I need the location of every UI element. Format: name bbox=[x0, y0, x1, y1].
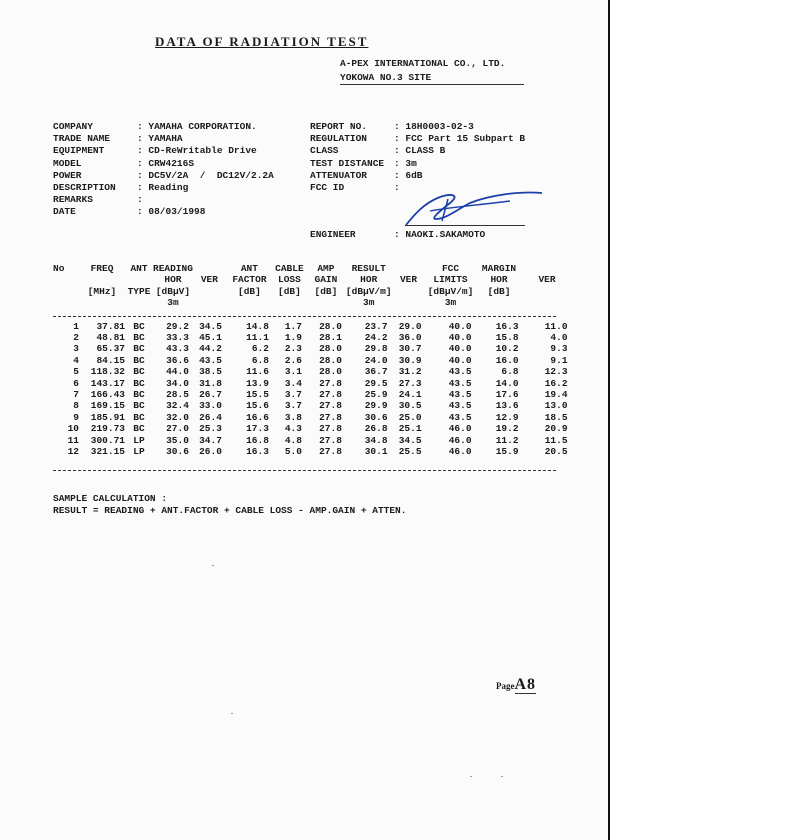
table-cell: 36.0 bbox=[398, 332, 422, 344]
table-cell: 185.91 bbox=[90, 411, 125, 423]
table-row bbox=[53, 400, 572, 411]
info-row: POWER : DC5V/2A / DC12V/2.2A bbox=[53, 169, 274, 181]
info-label: TEST DISTANCE bbox=[310, 157, 385, 169]
table-cell: 43.5 bbox=[448, 389, 472, 401]
header-cell bbox=[53, 274, 79, 285]
table-cell: 31.8 bbox=[199, 377, 222, 389]
table-cell: 46.0 bbox=[448, 434, 472, 446]
table-cell: 30.9 bbox=[398, 354, 422, 366]
table-cell: 34.5 bbox=[199, 320, 222, 332]
table-cell: BC bbox=[133, 332, 145, 344]
table-cell: 43.5 bbox=[448, 411, 472, 423]
table-cell: 8 bbox=[73, 400, 79, 412]
info-value: DC5V/2A / DC12V/2.2A bbox=[148, 169, 274, 181]
table-cell: 25.3 bbox=[199, 423, 222, 435]
info-value: CD-ReWritable Drive bbox=[148, 145, 257, 157]
header-cell: LIMITS bbox=[433, 274, 468, 286]
header-cell bbox=[392, 297, 426, 308]
table-cell: 44.2 bbox=[199, 343, 222, 355]
info-row: MODEL : CRW4216S bbox=[53, 157, 195, 169]
info-label: REMARKS bbox=[53, 194, 93, 206]
header-cell: VER bbox=[538, 274, 556, 286]
info-label: TRADE NAME bbox=[53, 133, 111, 145]
table-header-row bbox=[53, 263, 572, 274]
table-row bbox=[53, 446, 572, 457]
table-cell: 2 bbox=[73, 332, 79, 344]
table-cell: 16.2 bbox=[544, 377, 568, 389]
table-cell: 65.37 bbox=[96, 343, 125, 355]
header-cell: FCC bbox=[441, 263, 460, 274]
info-row: DATE : 08/03/1998 bbox=[53, 206, 206, 218]
table-cell: 12.9 bbox=[495, 411, 519, 423]
sample-calculation bbox=[53, 493, 406, 517]
table-cell: 10.2 bbox=[495, 343, 519, 355]
info-value: 08/03/1998 bbox=[148, 206, 206, 218]
table-cell: 84.15 bbox=[96, 354, 125, 366]
table-cell: 30.7 bbox=[398, 343, 422, 355]
table-cell: 27.8 bbox=[319, 389, 342, 401]
table-cell: 166.43 bbox=[90, 389, 125, 401]
table-cell: 14.0 bbox=[495, 377, 519, 389]
info-label: FCC ID bbox=[310, 182, 345, 194]
left-info-block bbox=[53, 121, 274, 219]
info-row: REMARKS : bbox=[53, 194, 149, 206]
sample-heading: SAMPLE CALCULATION : bbox=[53, 493, 168, 504]
table-cell: 321.15 bbox=[90, 446, 125, 458]
info-label: DATE bbox=[53, 206, 76, 218]
table-cell: 11.2 bbox=[495, 434, 519, 446]
table-cell: 3.1 bbox=[284, 366, 302, 378]
scan-speck bbox=[501, 776, 503, 777]
table-row bbox=[53, 412, 572, 423]
table-cell: 9 bbox=[73, 411, 79, 423]
table-cell: 15.5 bbox=[246, 389, 269, 401]
table-cell: 12 bbox=[67, 446, 79, 458]
table-cell: 29.5 bbox=[364, 377, 388, 389]
table-cell: 43.5 bbox=[448, 366, 472, 378]
table-cell: 25.1 bbox=[398, 423, 422, 435]
table-cell: 27.8 bbox=[319, 411, 342, 423]
table-cell: 33.0 bbox=[199, 400, 222, 412]
table-cell: 14.8 bbox=[246, 320, 269, 332]
lab-name: A-PEX INTERNATIONAL CO., LTD. bbox=[340, 58, 506, 69]
table-bottom-rule bbox=[53, 470, 556, 471]
table-row bbox=[53, 389, 572, 400]
info-label: EQUIPMENT bbox=[53, 145, 105, 157]
table-cell: LP bbox=[133, 446, 145, 458]
info-row: EQUIPMENT : CD-ReWritable Drive bbox=[53, 145, 257, 157]
engineer-label: ENGINEER bbox=[310, 229, 356, 240]
info-label: DESCRIPTION bbox=[53, 182, 116, 194]
header-cell: FACTOR bbox=[232, 274, 267, 286]
info-label: ATTENUATOR bbox=[310, 169, 368, 181]
header-cell: [dB] bbox=[487, 285, 511, 297]
header-cell: ANT bbox=[130, 263, 148, 274]
table-cell: BC bbox=[133, 389, 145, 401]
header-cell bbox=[523, 297, 572, 308]
table-cell: 30.6 bbox=[364, 411, 388, 423]
page-label: Page bbox=[496, 681, 515, 691]
info-value: 3m bbox=[405, 157, 417, 169]
table-cell: 40.0 bbox=[448, 332, 472, 344]
table-cell: 28.5 bbox=[166, 389, 189, 401]
info-label: CLASS bbox=[310, 145, 339, 157]
table-cell: BC bbox=[133, 423, 145, 435]
header-cell bbox=[193, 263, 226, 274]
table-cell: 32.0 bbox=[166, 411, 189, 423]
table-row bbox=[53, 332, 572, 343]
table-cell: 20.5 bbox=[544, 446, 568, 458]
scan-speck bbox=[231, 713, 233, 714]
table-cell: 11.0 bbox=[544, 320, 568, 332]
info-value: YAMAHA CORPORATION. bbox=[148, 121, 257, 132]
table-cell: 5.0 bbox=[284, 446, 302, 458]
table-cell: 3.8 bbox=[284, 411, 302, 423]
table-cell: 13.9 bbox=[246, 377, 269, 389]
table-cell: 7 bbox=[73, 389, 79, 401]
header-cell: VER bbox=[200, 274, 218, 286]
right-info-block bbox=[310, 121, 525, 194]
header-cell bbox=[273, 297, 306, 308]
table-cell: 4.8 bbox=[284, 434, 302, 446]
info-value: 6dB bbox=[405, 169, 423, 181]
table-cell: 9.1 bbox=[550, 354, 568, 366]
info-row: TEST DISTANCE : 3m bbox=[310, 157, 417, 169]
table-row bbox=[53, 435, 572, 446]
header-cell: [dBμV] bbox=[155, 285, 191, 297]
info-label: MODEL bbox=[53, 157, 82, 169]
table-cell: 143.17 bbox=[90, 377, 125, 389]
header-cell: [dB] bbox=[238, 285, 261, 297]
table-cell: 29.8 bbox=[364, 343, 388, 355]
info-row: CLASS : CLASS B bbox=[310, 145, 446, 157]
table-cell: 15.6 bbox=[246, 400, 269, 412]
header-cell bbox=[79, 297, 125, 308]
table-cell: 16.3 bbox=[246, 446, 269, 458]
info-label: REGULATION bbox=[310, 133, 368, 145]
table-cell: 3.7 bbox=[284, 389, 302, 401]
table-cell: 38.5 bbox=[199, 366, 222, 378]
table-cell: 29.0 bbox=[398, 320, 422, 332]
header-cell bbox=[53, 297, 79, 308]
table-cell: 28.1 bbox=[319, 332, 342, 344]
table-cell: 3 bbox=[73, 343, 79, 355]
table-cell: 9.3 bbox=[550, 343, 568, 355]
table-cell: 300.71 bbox=[90, 434, 125, 446]
header-cell: 3m bbox=[167, 297, 179, 309]
table-header-row bbox=[53, 274, 572, 285]
table-cell: 34.5 bbox=[398, 434, 422, 446]
table-cell: 1.7 bbox=[284, 320, 302, 332]
table-cell: 34.7 bbox=[199, 434, 222, 446]
header-cell: FREQ bbox=[90, 263, 114, 274]
header-cell: TYPE bbox=[127, 285, 151, 297]
header-cell bbox=[193, 297, 226, 308]
header-cell bbox=[226, 297, 273, 308]
table-cell: 23.7 bbox=[364, 320, 388, 332]
document-title: DATA OF RADIATION TEST bbox=[155, 34, 369, 49]
table-cell: 118.32 bbox=[90, 366, 125, 378]
signature-line bbox=[405, 225, 525, 226]
table-cell: 24.0 bbox=[364, 354, 388, 366]
table-cell: BC bbox=[133, 400, 145, 412]
table-header-row bbox=[53, 297, 572, 308]
scan-speck bbox=[212, 565, 214, 566]
table-cell: 15.8 bbox=[495, 332, 519, 344]
info-label: REPORT NO. bbox=[310, 121, 368, 132]
info-value: 18H0003-02-3 bbox=[405, 121, 474, 132]
header-cell: [MHz] bbox=[87, 285, 117, 297]
table-row bbox=[53, 343, 572, 354]
info-value: CLASS B bbox=[405, 145, 446, 157]
header-cell bbox=[523, 263, 572, 274]
table-cell: 25.9 bbox=[364, 389, 388, 401]
table-cell: 45.1 bbox=[199, 332, 222, 344]
info-label: POWER bbox=[53, 169, 82, 181]
table-cell: BC bbox=[133, 411, 145, 423]
table-cell: 17.3 bbox=[246, 423, 269, 435]
table-cell: 43.5 bbox=[199, 354, 222, 366]
table-cell: BC bbox=[133, 366, 145, 378]
header-cell bbox=[193, 286, 226, 297]
header-cell: READING bbox=[153, 263, 193, 274]
info-row: REPORT NO. : 18H0003-02-3 bbox=[310, 121, 474, 132]
table-cell: 40.0 bbox=[448, 320, 472, 332]
table-cell: 35.0 bbox=[166, 434, 189, 446]
table-cell: 10 bbox=[67, 423, 79, 435]
engineer-name: NAOKI.SAKAMOTO bbox=[405, 229, 486, 240]
info-row: DESCRIPTION : Reading bbox=[53, 182, 189, 194]
table-row bbox=[53, 378, 572, 389]
table-cell: 16.3 bbox=[495, 320, 519, 332]
table-cell: 5 bbox=[73, 366, 79, 378]
info-row: COMPANY : YAMAHA CORPORATION. bbox=[53, 121, 257, 132]
table-cell: 27.8 bbox=[319, 423, 342, 435]
table-cell: 2.6 bbox=[284, 354, 302, 366]
table-cell: 43.5 bbox=[448, 377, 472, 389]
lab-site: YOKOWA NO.3 SITE bbox=[340, 72, 524, 85]
table-cell: 28.0 bbox=[319, 320, 342, 332]
header-cell: GAIN bbox=[314, 274, 338, 286]
header-cell: No bbox=[53, 263, 65, 274]
table-row bbox=[53, 366, 572, 377]
table-top-rule bbox=[53, 316, 556, 317]
table-cell: 28.0 bbox=[319, 354, 342, 366]
table-cell: 16.6 bbox=[246, 411, 269, 423]
table-cell: 6.8 bbox=[251, 354, 269, 366]
header-cell: RESULT bbox=[351, 263, 386, 274]
table-row bbox=[53, 423, 572, 434]
info-value: YAMAHA bbox=[148, 133, 183, 145]
header-cell: [dB] bbox=[314, 285, 338, 297]
scan-speck bbox=[470, 776, 472, 777]
table-cell: 36.7 bbox=[364, 366, 388, 378]
table-cell: 29.2 bbox=[166, 320, 189, 332]
page-number bbox=[496, 676, 536, 694]
table-cell: 33.3 bbox=[166, 332, 189, 344]
table-cell: 169.15 bbox=[90, 400, 125, 412]
header-cell: HOR bbox=[360, 274, 378, 286]
table-cell: 6.8 bbox=[501, 366, 519, 378]
info-row: ATTENUATOR : 6dB bbox=[310, 169, 423, 181]
info-row: FCC ID : bbox=[310, 182, 406, 194]
info-row: TRADE NAME : YAMAHA bbox=[53, 133, 183, 145]
table-cell: 219.73 bbox=[90, 423, 125, 435]
table-cell: 30.1 bbox=[364, 446, 388, 458]
table-cell: 12.3 bbox=[544, 366, 568, 378]
page-value: A8 bbox=[514, 676, 537, 693]
table-cell: 25.0 bbox=[398, 411, 422, 423]
table-cell: 11.6 bbox=[246, 366, 269, 378]
table-cell: 17.6 bbox=[495, 389, 519, 401]
radiation-data-table bbox=[53, 263, 572, 458]
table-cell: LP bbox=[133, 434, 145, 446]
table-cell: 11.5 bbox=[544, 434, 568, 446]
table-cell: 46.0 bbox=[448, 446, 472, 458]
table-row bbox=[53, 321, 572, 332]
table-cell: 1.9 bbox=[284, 332, 302, 344]
table-cell: 13.0 bbox=[544, 400, 568, 412]
table-cell: 26.7 bbox=[199, 389, 222, 401]
table-cell: 24.2 bbox=[364, 332, 388, 344]
table-cell: 19.2 bbox=[495, 423, 519, 435]
table-header-row bbox=[53, 286, 572, 297]
header-cell bbox=[53, 286, 79, 297]
table-cell: BC bbox=[133, 343, 145, 355]
info-label: COMPANY bbox=[53, 121, 93, 132]
table-cell: 16.8 bbox=[246, 434, 269, 446]
header-cell: 3m bbox=[363, 297, 375, 309]
info-value: FCC Part 15 Subpart B bbox=[405, 133, 526, 145]
table-cell: 1 bbox=[73, 320, 79, 332]
table-cell: 44.0 bbox=[166, 366, 189, 378]
table-cell: 16.0 bbox=[495, 354, 519, 366]
table-cell: 26.4 bbox=[199, 411, 222, 423]
header-cell: 3m bbox=[444, 297, 457, 309]
header-cell bbox=[392, 263, 426, 274]
table-cell: 4 bbox=[73, 354, 79, 366]
table-cell: 25.5 bbox=[398, 446, 422, 458]
table-cell: 36.6 bbox=[166, 354, 189, 366]
table-cell: 11 bbox=[67, 434, 79, 446]
table-cell: 13.6 bbox=[495, 400, 519, 412]
header-cell: [dBμV/m] bbox=[427, 285, 474, 297]
table-cell: 15.9 bbox=[495, 446, 519, 458]
table-cell: 2.3 bbox=[284, 343, 302, 355]
sample-formula: RESULT = READING + ANT.FACTOR + CABLE LOSS - AMP.GAIN + ATTEN. bbox=[53, 505, 407, 516]
table-cell: 34.0 bbox=[166, 377, 189, 389]
header-cell bbox=[79, 274, 125, 285]
table-cell: 40.0 bbox=[448, 354, 472, 366]
table-cell: 4.0 bbox=[550, 332, 568, 344]
table-cell: 27.8 bbox=[319, 446, 342, 458]
table-cell: 30.6 bbox=[166, 446, 189, 458]
header-cell bbox=[476, 297, 523, 308]
table-cell: 43.3 bbox=[166, 343, 189, 355]
table-cell: 26.0 bbox=[199, 446, 222, 458]
info-row: REGULATION : FCC Part 15 Subpart B bbox=[310, 133, 526, 145]
table-spacer bbox=[53, 309, 572, 321]
table-cell: 19.4 bbox=[544, 389, 568, 401]
table-cell: 28.0 bbox=[319, 343, 342, 355]
header-cell: VER bbox=[399, 274, 418, 286]
table-cell: 46.0 bbox=[448, 423, 472, 435]
table-cell: 30.5 bbox=[398, 400, 422, 412]
header-cell: MARGIN bbox=[481, 263, 517, 274]
table-cell: 34.8 bbox=[364, 434, 388, 446]
table-row bbox=[53, 355, 572, 366]
table-cell: 27.8 bbox=[319, 400, 342, 412]
header-cell bbox=[125, 274, 153, 285]
header-cell bbox=[523, 286, 572, 297]
info-value: CRW4216S bbox=[148, 157, 195, 169]
header-cell bbox=[125, 297, 153, 308]
table-cell: 32.4 bbox=[166, 400, 189, 412]
table-cell: 3.7 bbox=[284, 400, 302, 412]
info-value: Reading bbox=[148, 182, 189, 194]
table-cell: 29.9 bbox=[364, 400, 388, 412]
page-edge bbox=[608, 0, 610, 840]
table-cell: 20.9 bbox=[544, 423, 568, 435]
header-cell: AMP bbox=[317, 263, 335, 274]
header-cell: CABLE bbox=[275, 263, 304, 274]
header-cell: HOR bbox=[164, 274, 182, 286]
table-cell: 3.4 bbox=[284, 377, 302, 389]
table-cell: 27.8 bbox=[319, 377, 342, 389]
table-cell: BC bbox=[133, 320, 145, 332]
table-cell: 40.0 bbox=[448, 343, 472, 355]
header-cell: HOR bbox=[490, 274, 508, 286]
header-cell: [dB] bbox=[278, 285, 301, 297]
table-cell: BC bbox=[133, 354, 145, 366]
header-cell: [dBμV/m] bbox=[345, 285, 392, 297]
table-cell: 27.8 bbox=[319, 434, 342, 446]
table-cell: 11.1 bbox=[246, 332, 269, 344]
table-cell: 6 bbox=[73, 377, 79, 389]
table-cell: 37.81 bbox=[96, 320, 125, 332]
table-cell: 28.0 bbox=[319, 366, 342, 378]
header-cell: ANT bbox=[240, 263, 258, 274]
table-cell: 48.81 bbox=[96, 332, 125, 344]
table-cell: 27.3 bbox=[398, 377, 422, 389]
header-cell bbox=[392, 286, 426, 297]
header-cell bbox=[306, 297, 346, 308]
table-cell: 31.2 bbox=[398, 366, 422, 378]
header-cell: LOSS bbox=[278, 274, 301, 286]
table-cell: 24.1 bbox=[398, 389, 422, 401]
table-cell: 26.8 bbox=[364, 423, 388, 435]
table-cell: 18.5 bbox=[544, 411, 568, 423]
table-cell: 43.5 bbox=[448, 400, 472, 412]
table-cell: 6.2 bbox=[251, 343, 269, 355]
table-cell: 4.3 bbox=[284, 423, 302, 435]
table-cell: BC bbox=[133, 377, 145, 389]
table-cell: 27.0 bbox=[166, 423, 189, 435]
engineer-row: ENGINEER : NAOKI.SAKAMOTO bbox=[310, 229, 486, 240]
